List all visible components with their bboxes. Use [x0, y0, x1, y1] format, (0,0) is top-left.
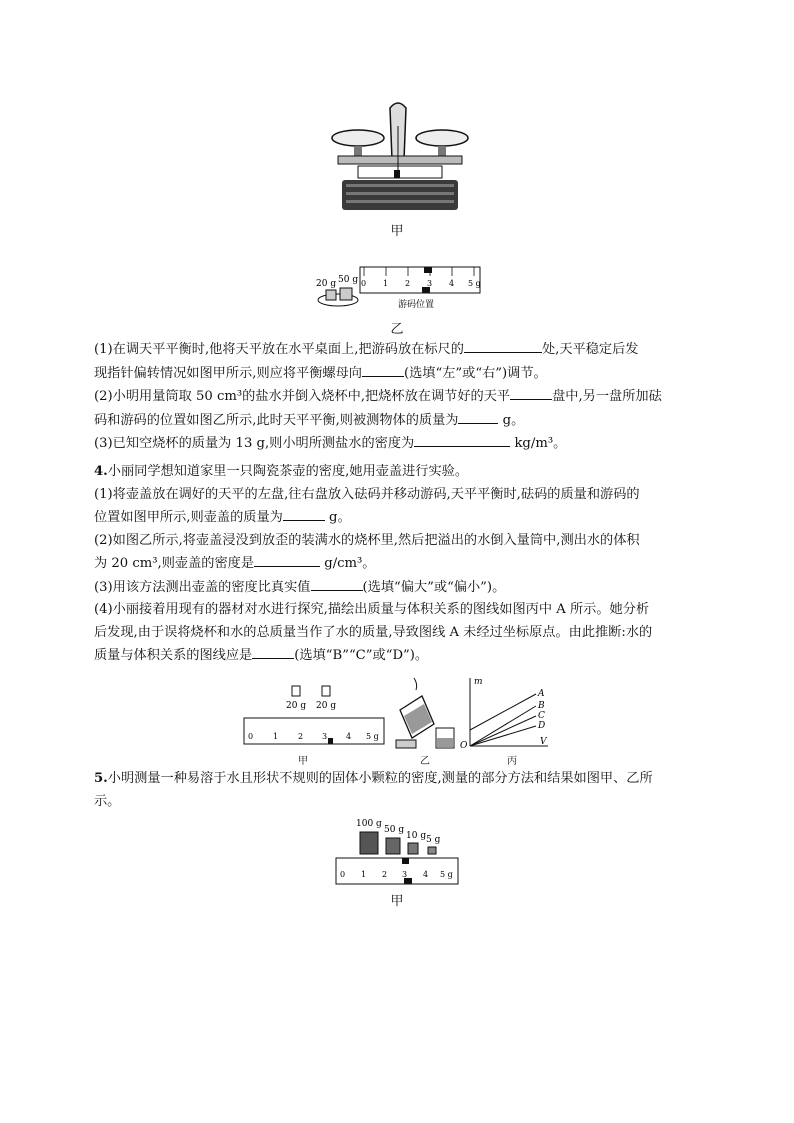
figure-caption: 甲	[298, 756, 308, 767]
ruler-tick: 1	[383, 279, 389, 288]
weights-ruler-figure	[312, 262, 484, 314]
q4-graph-figure	[458, 674, 558, 754]
weight-label: 20 g	[316, 701, 337, 711]
ruler-tick: 5 g	[468, 279, 481, 288]
q4-beaker-figure	[392, 676, 458, 750]
weight-label: 10 g	[406, 831, 427, 841]
origin-label: O	[460, 741, 468, 751]
q5-text: 5.小明测量一种易溶于水且形状不规则的固体小颗粒的密度,测量的部分方法和结果如图甲、乙所 示。	[94, 771, 653, 809]
q3-text: (1)在调天平平衡时,他将天平放在水平桌面上,把游码放在标尺的 处,天平稳定后发 现指针偏转情况如图甲所示,则应将平衡螺母向 (选填“左”或“右”)调节。 (2)小明用量筒取 50 cm³的盐水并倒入烧杯中,把烧杯放在调节好的天平 盘中,另一盘所加砝 码和游码的位置如图乙所示,此时天平平衡,则被测物体的质量为 g。 (3)已知空烧杯的质量为 13 g,则小明所测盐水的密度为 kg/m³。	[94, 338, 714, 456]
axis-label-v: V	[540, 737, 547, 747]
line-label: B	[538, 701, 545, 711]
ruler-tick: 5 g	[440, 870, 453, 879]
q5-weights-ruler-figure	[334, 814, 460, 888]
ruler-tick: 5 g	[366, 732, 379, 741]
figure-caption: 丙	[507, 756, 517, 767]
ruler-label: 游码位置	[398, 300, 435, 310]
figure-caption: 甲	[390, 894, 404, 909]
ruler-tick: 1	[361, 870, 367, 879]
weight-label: 20 g	[316, 279, 337, 289]
ruler-tick: 2	[405, 279, 411, 288]
balance-figure	[320, 98, 480, 216]
ruler-tick: 2	[298, 732, 304, 741]
weight-label: 50 g	[338, 275, 359, 285]
ruler-tick: 3	[322, 732, 328, 741]
weight-label: 100 g	[356, 819, 382, 829]
ruler-tick: 2	[382, 870, 388, 879]
ruler-tick: 0	[361, 279, 367, 288]
weight-label: 5 g	[426, 835, 441, 845]
figure-caption: 乙	[420, 756, 430, 767]
line-label: D	[538, 721, 546, 731]
ruler-tick: 0	[248, 732, 254, 741]
ruler-tick: 3	[402, 870, 408, 879]
weight-label: 50 g	[384, 825, 405, 835]
ruler-tick: 3	[427, 279, 433, 288]
ruler-tick: 4	[423, 870, 429, 879]
figure-caption: 乙	[390, 322, 404, 337]
line-label: A	[538, 689, 545, 699]
ruler-tick: 1	[273, 732, 279, 741]
weight-label: 20 g	[286, 701, 307, 711]
q4-text: 4.小丽同学想知道家里一只陶瓷茶壶的密度,她用壶盖进行实验。 (1)将壶盖放在调好的天平的左盘,往右盘放入砝码并移动游码,天平平衡时,砝码的质量和游码的 位置如图甲所示,则壶盖的质量为 g。 (2)如图乙所示,将壶盖浸没到放歪的装满水的烧杯里,然后把溢出的水倒入量筒中,测出水的体积 为 20 cm³,则壶盖的密度是 g/cm³。 (3)用该方法测出壶盖的密度比真实值 (选填“偏大”或“偏小”)。 (4)小丽接着用现有的器材对水进行探究,描绘出质量与体积关系的图线如图丙中 A 所示。她分析 后发现,由于误将烧杯和水的总质量当作了水的质量,导致图线 A 未经过坐标原点。由此推断:水的 质量与体积关系的图线应是 (选填“B”“C”或“D”)。	[94, 464, 653, 663]
q4-ruler-figure	[242, 680, 388, 752]
ruler-tick: 4	[346, 732, 352, 741]
axis-label-m: m	[474, 677, 483, 687]
ruler-tick: 0	[340, 870, 346, 879]
line-label: C	[538, 711, 545, 721]
figure-caption: 甲	[390, 224, 404, 239]
ruler-tick: 4	[449, 279, 455, 288]
